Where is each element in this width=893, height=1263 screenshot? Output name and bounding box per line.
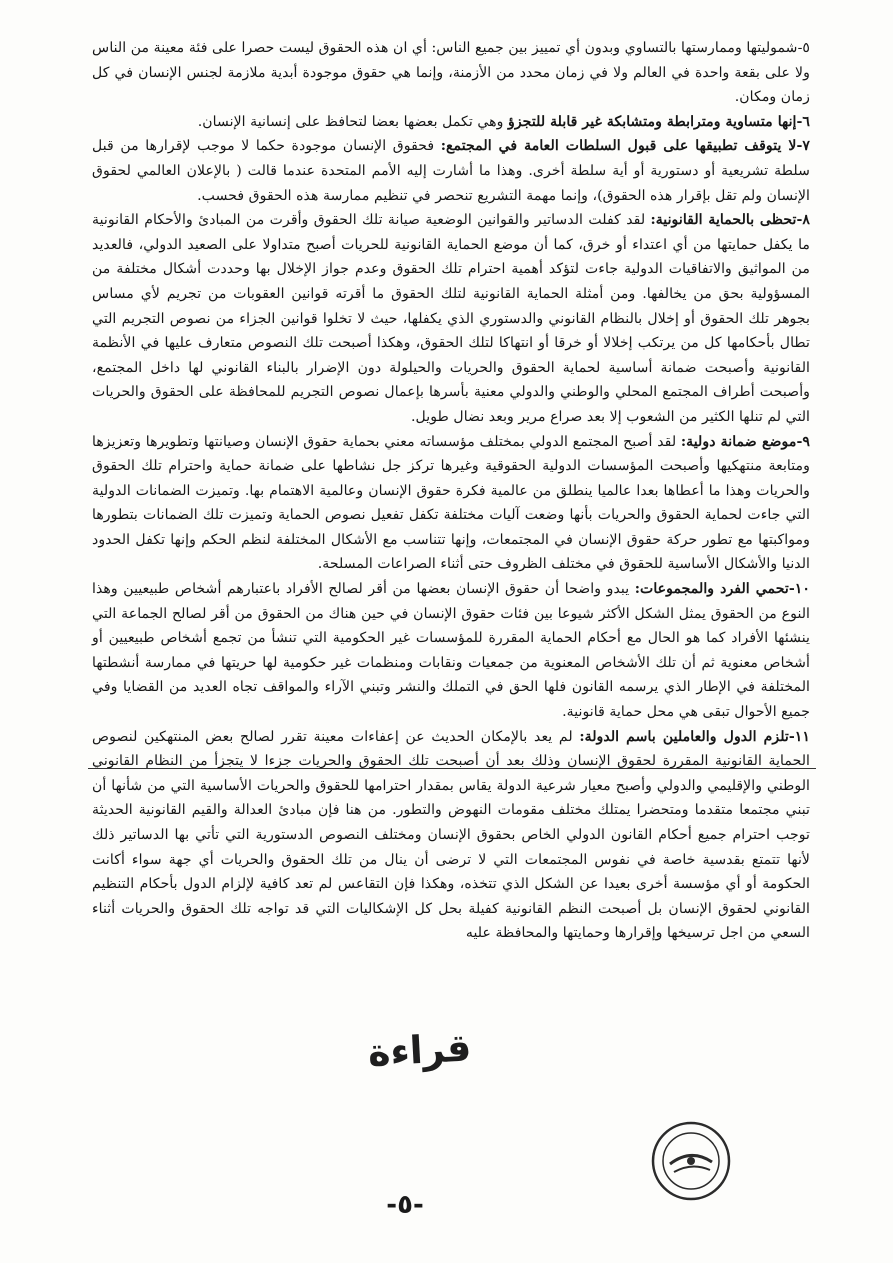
paragraph-text: وهي تكمل بعضها بعضا لتحافظ على إنسانية الإنسان. (197, 113, 508, 130)
paragraph-text: لم يعد بالإمكان الحديث عن إعفاءات معينة تقرر لصالح بعض المنتهكين لنصوص الحماية القانونية المقررة لحقوق الإنسان وذلك بعد أن أصبحت تلك الحقوق والحريات جزءا لا يتجزأ من النظام القانوني الوطني والإقليمي والدولي وأصبح معيار شرعية الدولة يقاس بمقدار احترامها للحقوق والحريات الأساسية التي من شأنها أن تبني مجتمعا متقدما ومتحضرا يمتلك مختلف مقومات النهوض والتطور. من هنا فإن مبادئ العدالة والقيم القانونية الحديثة توجب احترام جميع أحكام القانون الدولي الخاص بحقوق الإنسان ومختلف النصوص الدستورية التي تأتي بها الدساتير ذلك لأنها تتمتع بقدسية خاصة في نفوس المجتمعات التي لا ترضى أن ينال من تلك الحقوق والحريات أي جهة سواء أكانت الحكومة أو أي مؤسسة أخرى بعيدا عن الشكل الذي تتخذه، وهكذا فإن التقاعس لم تعد كافية لإلزام الدول بأحكام التنظيم القانوني لحقوق الإنسان بل أصبحت النظم القانونية كفيلة بحل كل الإشكاليات التي قد تواجه تلك الحقوق والحريات أثناء السعي من اجل ترسيخها وإقرارها وحمايتها والمحافظة عليه (92, 728, 810, 942)
paragraph-8 (92, 208, 810, 429)
paragraph-lead: ١٠-تحمي الفرد والمجموعات: (634, 581, 810, 598)
paragraph-text: لقد أصبح المجتمع الدولي بمختلف مؤسساته معني بحماية حقوق الإنسان وصيانتها وتطويرها وتعزيزها ومتابعة منتهكيها وأصبحت المؤسسات الدولية الحقوقية وغيرها تركز جل نشاطها على ضمانة حماية واحترام تلك الحقوق والحريات وهذا ما أعطاها بعدا عالميا ينطلق من عالمية فكرة حقوق الإنسان وعالمية الاهتمام بها. وتميزت الضمانات الدولية التي جاءت لحماية الحقوق والحريات بأنها وضعت آليات مختلفة تكفل تفعيل نصوص الحماية وتميزت تلك الضمانات بتطورها ومواكبتها مع تطور حركة حقوق الإنسان في المجتمعات، وإنها تتناسب مع الأشكال المختلفة لنظم الحكم وإنها تكفل الحدود الدنيا والأشكال الأساسية للحقوق في مختلف الظروف حتى أثناء الصراعات المسلحة. (92, 433, 810, 573)
paragraph-5 (92, 36, 810, 110)
paragraph-10 (92, 577, 810, 725)
page-number: -٥- (386, 1190, 424, 1220)
paragraph-6 (92, 110, 810, 135)
paragraph-text: ٥-شموليتها وممارستها بالتساوي وبدون أي تمييز بين جميع الناس: أي ان هذه الحقوق ليست حصرا على فئة معينة من الناس ولا على بقعة واحدة في العالم ولا في زمان محدد من الأزمنة، وإنما هي حقوق موجودة أبدية ملازمة لجنس الإنسان في كل زمان ومكان. (92, 40, 810, 106)
paragraph-text: فحقوق الإنسان موجودة حكما لا موجب لإقرارها من قبل سلطة تشريعية أو دستورية أو أية سلطة أخرى. وهذا ما أشارت إليه الأمم المتحدة عندما قالت ( بالإعلان العالمي لحقوق الإنسان ولم تقل بإقرار هذه الحقوق)، وإنما مهمة التشريع تنحصر في تنظيم ممارسة هذه الحقوق فحسب. (92, 138, 810, 204)
paragraph-lead: ٩-موضع ضمانة دولية: (680, 433, 810, 450)
handwritten-underline (88, 768, 816, 769)
document-body (92, 36, 810, 946)
paragraph-lead: ١١-تلزم الدول والعاملين باسم الدولة: (579, 728, 811, 745)
paragraph-11 (92, 725, 810, 946)
paragraph-7 (92, 134, 810, 208)
round-ink-stamp-icon (648, 1118, 734, 1204)
handwritten-signature: قراءة (366, 1025, 473, 1075)
paragraph-9 (92, 430, 810, 578)
paragraph-lead: ٦-إنها متساوية ومترابطة ومتشابكة غير قابلة للتجزؤ (508, 113, 810, 130)
paragraph-text: يبدو واضحا أن حقوق الإنسان بعضها من أقر لصالح الأفراد باعتبارهم أشخاص طبيعيين وهذا النوع من الحقوق يمثل الشكل الأكثر شيوعا بين فئات حقوق الإنسان في حين هناك من الحقوق من أقر لصالح الجماعة التي ينشئها الأفراد كما هو الحال مع أحكام الحماية المقررة للمؤسسات غير الحكومية التي تنشأ من تجمع أشخاص طبيعيين أو أشخاص معنوية ثم أن تلك الأشخاص المعنوية من جمعيات ونقابات ومنظمات غير حكومية لها حريتها في ممارسة أنشطتها المختلفة في الإطار الذي يرسمه القانون فلها الحق في التملك والنشر وتبني الآراء والمواقف تجاه العديد من القضايا وفي جميع الأحوال تبقى هي محل حماية قانونية. (92, 581, 810, 721)
paragraph-lead: ٧-لا يتوقف تطبيقها على قبول السلطات العامة في المجتمع: (440, 138, 810, 155)
paragraph-text: لقد كفلت الدساتير والقوانين الوضعية صيانة تلك الحقوق وأقرت من المبادئ والأحكام القانونية ما يكفل حمايتها من أي اعتداء أو خرق، كما أن موضع الحماية القانونية للحريات أصبح متداولا على الصعيد الدولي، فالعديد من المواثيق والاتفاقيات الدولية جاءت لتؤكد أهمية احترام تلك الحقوق وعدم جواز الإخلال بها وحددت أشكال مختلفة من المسؤولية بحق من يخالفها. ومن أمثلة الحماية القانونية لتلك الحقوق ما أقرته قوانين العقوبات من تجريم لأي مساس بجوهر تلك الحقوق أو إخلال بالنظام القانوني والدستوري الذي يكفلها، حيث لا تخلوا قوانين الجزاء من نصوص التجريم التي تطال بأحكامها كل من يرتكب إخلالا أو خرقا أو انتهاكا لتلك الحقوق، وهكذا أصبحت تلك النصوص متعارف عليها في الأنظمة القانونية وأصبحت ضمانة أساسية لحماية الحقوق والحريات والحيلولة دون الإضرار بالبناء القانوني لها داخل المجتمع، وأصبحت أطراف المجتمع المحلي والوطني والدولي معنية بأسرها بإعمال نصوص التجريم للمحافظة على الحقوق والحريات التي لم تنلها الكثير من الشعوب إلا بعد صراع مرير وبعد نضال طويل. (92, 212, 810, 425)
paragraph-lead: ٨-تحظى بالحماية القانونية: (650, 212, 810, 229)
